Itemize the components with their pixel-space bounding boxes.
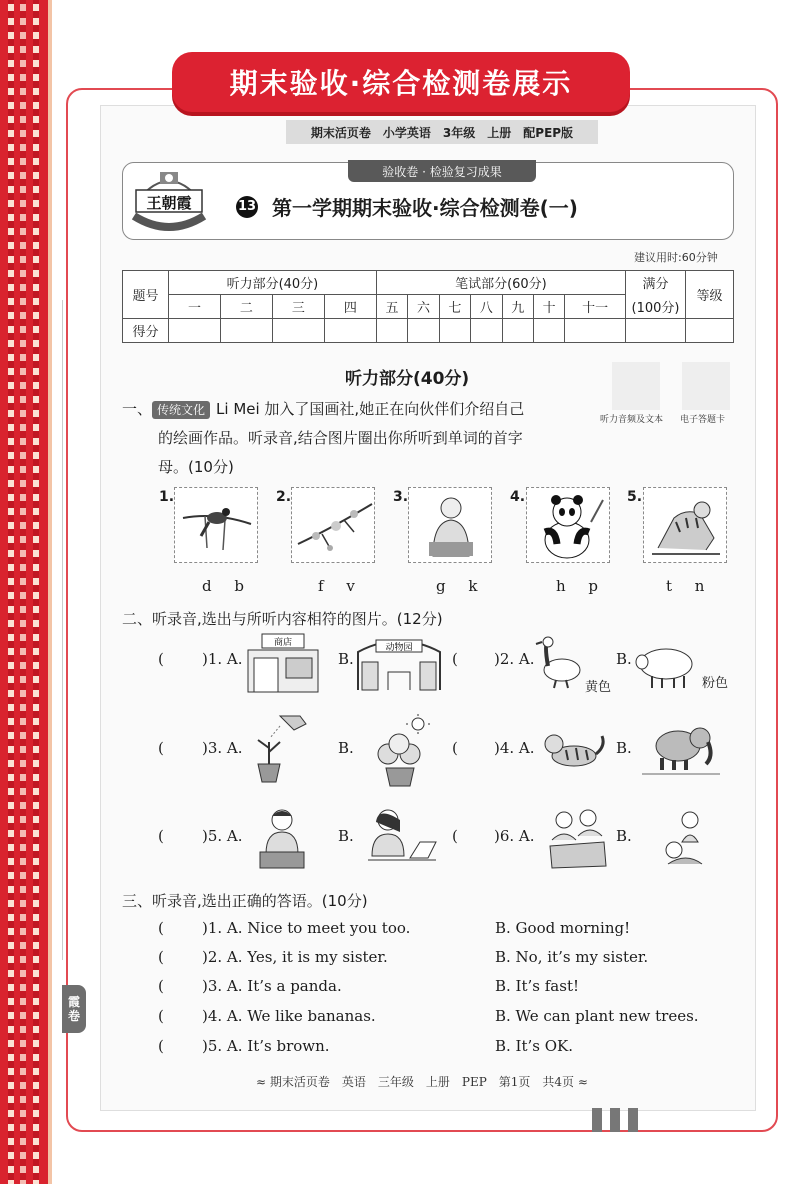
q1-item-number: 4. [510, 489, 526, 505]
q3-option-b: B. We can plant new trees. [495, 1007, 699, 1025]
column-header: 四 [324, 295, 376, 319]
elephant-icon [640, 720, 722, 778]
column-header: 五 [376, 295, 407, 319]
score-cell[interactable] [220, 319, 272, 343]
q1-line3: 母。(10分) [158, 458, 234, 476]
section-title: 听力部分(40分) [345, 369, 470, 389]
q1-letter-choices[interactable]: t n [666, 577, 705, 595]
q2-caption-yellow: 黄色 [585, 680, 612, 695]
audio-qr-label: 听力音频及文本 [600, 415, 664, 425]
publisher-logo-icon [130, 166, 208, 236]
column-header: 十 [533, 295, 564, 319]
q2-item-label: )3. A. [202, 739, 243, 757]
duck-icon [534, 636, 584, 690]
q2-item-label: )1. A. [202, 650, 243, 668]
shop-icon [244, 632, 322, 694]
score-cell[interactable] [169, 319, 221, 343]
exam-title: 13 第一学期期末验收·综合检测卷(一) [237, 196, 578, 220]
cooking-boy-icon [254, 806, 310, 870]
q1-item-number: 2. [276, 489, 292, 505]
q3-option-b: B. No, it’s my sister. [495, 948, 649, 966]
score-cell[interactable] [439, 319, 470, 343]
answer-paren[interactable]: ( [158, 1007, 164, 1025]
table-header-label: 题号 [123, 271, 169, 319]
q2-option-b: B. [338, 827, 354, 845]
q3-option-a: )1. A. Nice to meet you too. [202, 919, 411, 937]
column-header: 八 [471, 295, 502, 319]
answer-paren[interactable]: ( [452, 739, 458, 757]
page-footer: ≈ 期末活页卷 英语 三年级 上册 PEP 第1页 共4页 ≈ [256, 1075, 588, 1089]
q1-item-number: 5. [627, 489, 643, 505]
exam-number-badge: 13 [236, 196, 258, 218]
office-woman-icon [364, 806, 438, 870]
answer-card-qr-label: 电子答题卡 [680, 415, 726, 425]
q2-option-b: B. [338, 739, 354, 757]
full-score-value: (100分) [626, 295, 686, 319]
score-cell[interactable] [471, 319, 502, 343]
listening-part-header: 听力部分(40分) [169, 271, 377, 295]
children-box-icon [546, 806, 608, 870]
score-cell[interactable] [626, 319, 686, 343]
svg-text:动物园: 动物园 [385, 643, 413, 653]
q1-picture [526, 487, 610, 563]
q1-letter-choices[interactable]: d b [202, 577, 244, 595]
binding-margin [62, 300, 84, 960]
q2-item-label: )4. A. [494, 739, 535, 757]
answer-paren[interactable]: ( [158, 977, 164, 995]
flower-branch-icon [292, 488, 376, 564]
score-cell[interactable] [324, 319, 376, 343]
q3-option-a: )2. A. Yes, it is my sister. [202, 948, 388, 966]
bird-icon [175, 488, 259, 564]
q3-option-b: B. It’s OK. [495, 1037, 574, 1055]
answer-paren[interactable]: ( [158, 827, 164, 845]
grade-header: 等级 [686, 271, 734, 319]
q1-picture [174, 487, 258, 563]
q1-line2: 的绘画作品。听录音,结合图片圈出你所听到单词的首字 [158, 429, 523, 447]
q2-item-label: )2. A. [494, 650, 535, 668]
q1-letter-choices[interactable]: h p [556, 577, 599, 595]
q2-caption-pink: 粉色 [702, 676, 729, 691]
column-header: 七 [439, 295, 470, 319]
q1-item-number: 3. [393, 489, 409, 505]
answer-paren[interactable]: ( [158, 739, 164, 757]
svg-text:商店: 商店 [273, 638, 293, 648]
full-score-header: 满分 [626, 271, 686, 295]
book-info-bar: 期末活页卷 小学英语 3年级 上册 配PEP版 [286, 120, 598, 144]
q1-picture [408, 487, 492, 563]
page-banner: 期末验收·综合检测卷展示 [172, 52, 630, 112]
sunny-plant-icon [366, 714, 438, 788]
q3-title: 三、听录音,选出正确的答语。(10分) [122, 892, 368, 910]
suggested-time: 建议用时:60分钟 [634, 251, 718, 264]
tiger-icon [644, 488, 728, 564]
writing-part-header: 笔试部分(60分) [376, 271, 625, 295]
culture-badge: 传统文化 [152, 401, 210, 419]
column-header: 二 [220, 295, 272, 319]
q3-option-b: B. It’s fast! [495, 977, 579, 995]
q1-picture [291, 487, 375, 563]
q3-option-a: )4. A. We like bananas. [202, 1007, 376, 1025]
score-cell[interactable] [376, 319, 407, 343]
q3-option-b: B. Good morning! [495, 919, 631, 937]
header-tag: 验收卷 · 检验复习成果 [348, 160, 536, 182]
column-header: 一 [169, 295, 221, 319]
q2-item-label: )6. A. [494, 827, 535, 845]
q1-letter-choices[interactable]: f v [318, 577, 355, 595]
zoo-gate-icon [352, 632, 446, 694]
q3-option-a: )5. A. It’s brown. [202, 1037, 330, 1055]
grandpa-icon [409, 488, 493, 564]
score-cell[interactable] [272, 319, 324, 343]
footer-decoration [592, 1108, 646, 1136]
score-cell[interactable] [502, 319, 533, 343]
score-cell[interactable] [533, 319, 564, 343]
q3-option-a: )3. A. It’s a panda. [202, 977, 342, 995]
panda-icon [527, 488, 611, 564]
answer-paren[interactable]: ( [452, 827, 458, 845]
watering-plant-icon [250, 712, 314, 786]
answer-paren[interactable]: ( [452, 650, 458, 668]
answer-paren[interactable]: ( [158, 919, 164, 937]
score-row-label: 得分 [123, 319, 169, 343]
column-header: 九 [502, 295, 533, 319]
q2-option-b: B. [616, 827, 632, 845]
score-cell[interactable] [565, 319, 626, 343]
q2-title: 二、听录音,选出与所听内容相符的图片。(12分) [122, 610, 443, 628]
tiger-cub-icon [540, 730, 606, 774]
q2-option-b: B. [616, 650, 632, 668]
answer-paren[interactable]: ( [158, 1037, 164, 1055]
column-header: 三 [272, 295, 324, 319]
q2-option-b: B. [338, 650, 354, 668]
q2-option-b: B. [616, 739, 632, 757]
left-ribbon-decoration [0, 0, 52, 1184]
svg-text:王朝霞: 王朝霞 [146, 194, 192, 212]
answer-paren[interactable]: ( [158, 948, 164, 966]
q1-letter-choices[interactable]: g k [436, 577, 478, 595]
side-stamp: 霞 卷 [62, 985, 86, 1033]
answer-paren[interactable]: ( [158, 650, 164, 668]
score-cell[interactable] [686, 319, 734, 343]
score-cell[interactable] [408, 319, 439, 343]
column-header: 六 [408, 295, 439, 319]
q1-line1: 一、 传统文化 Li Mei 加入了国画社,她正在向伙伴们介绍自己 [122, 400, 525, 418]
boys-playing-icon [660, 808, 710, 868]
q2-item-label: )5. A. [202, 827, 243, 845]
q1-picture [643, 487, 727, 563]
q1-item-number: 1. [159, 489, 175, 505]
score-table [122, 270, 734, 343]
pig-icon [632, 636, 700, 690]
answer-card-qr-code[interactable] [682, 362, 730, 410]
column-header: 十一 [565, 295, 626, 319]
audio-qr-code[interactable] [612, 362, 660, 410]
